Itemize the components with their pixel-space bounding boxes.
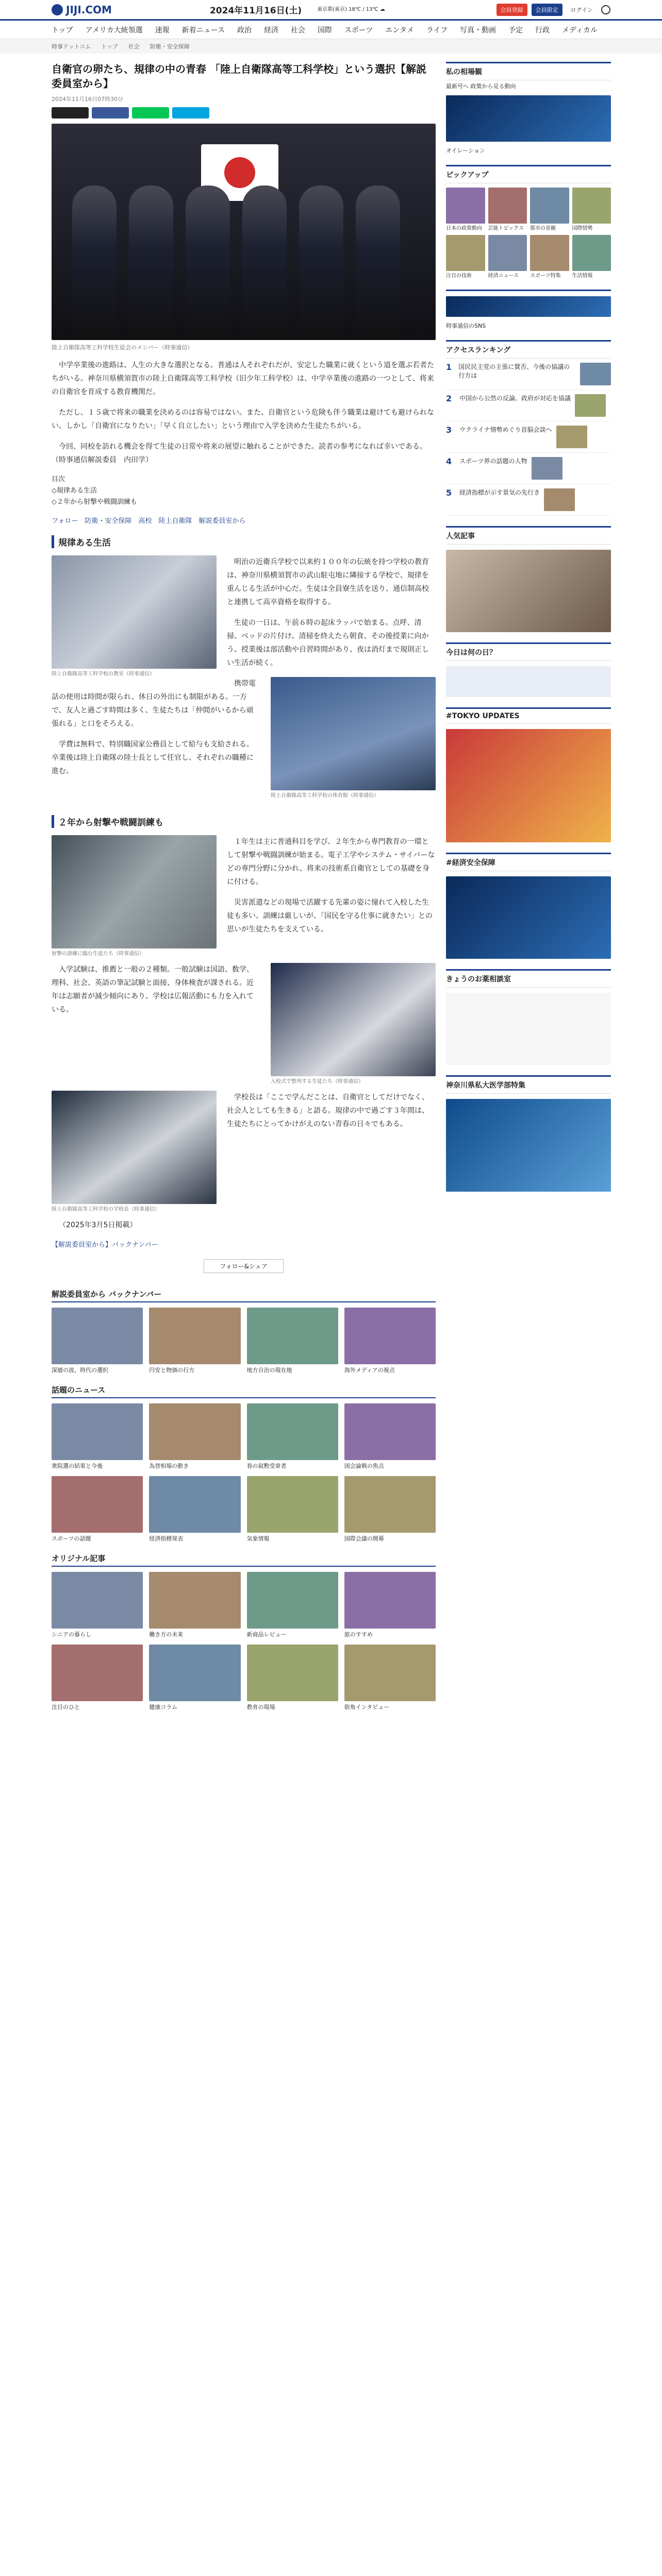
ranking-item[interactable]	[446, 453, 611, 484]
ranking-title[interactable]: スポーツ界の話題の人物	[459, 457, 527, 465]
nav-item[interactable]: 国際	[317, 26, 332, 35]
paragraph: 学費は無料で、特別職国家公務員として給与も支給される。卒業後は陸上自衛隊の陸士長として任官し、それぞれの職種に進む。	[52, 740, 254, 775]
pickup-title[interactable]: 都市の景観	[530, 226, 556, 231]
site-logo[interactable]	[52, 4, 112, 16]
card[interactable]	[52, 1308, 143, 1374]
ranking-title: アクセスランキング	[446, 342, 611, 359]
pickup-item[interactable]	[446, 235, 485, 279]
ranking-thumbnail[interactable]	[556, 426, 587, 448]
card[interactable]	[149, 1645, 240, 1711]
medical-box	[446, 1075, 611, 1192]
ranking-item[interactable]	[446, 359, 611, 390]
pickup-item[interactable]	[530, 235, 569, 279]
search-icon[interactable]	[601, 5, 610, 14]
card-thumbnail[interactable]	[344, 1308, 436, 1364]
ranking-thumbnail[interactable]	[532, 457, 562, 480]
paragraph: 入学試験は、推薦と一般の２種類。一般試験は国語、数学、理科、社会、英語の筆記試験と面接、身体検査が課される。近年は志願者が減少傾向にあり、学校は広報活動にも力を入れている。	[52, 965, 254, 1014]
card-thumbnail[interactable]	[247, 1572, 338, 1629]
card-title[interactable]: 新商品レビュー	[246, 1631, 287, 1638]
original-grid	[52, 1572, 436, 1711]
corner-title: 私の相場観	[446, 63, 611, 80]
nav-item[interactable]: 経済	[263, 26, 278, 35]
card-thumbnail[interactable]	[52, 1572, 143, 1629]
breadcrumb-item[interactable]: 防衛・安全保障	[150, 43, 190, 50]
breadcrumb-item[interactable]: 時事ドットコム	[52, 43, 91, 50]
card-thumbnail[interactable]	[149, 1476, 240, 1533]
card-thumbnail[interactable]	[344, 1403, 436, 1460]
site-header	[0, 0, 662, 21]
card-title[interactable]: 海外メディアの視点	[344, 1367, 395, 1374]
card[interactable]	[149, 1308, 240, 1374]
nav-item[interactable]: ライフ	[426, 26, 448, 35]
login-link[interactable]: ログイン	[570, 6, 593, 13]
card-thumbnail[interactable]	[344, 1572, 436, 1629]
hero-photo	[52, 124, 436, 340]
card-title[interactable]: 地方自治の現在地	[246, 1367, 292, 1374]
gym-photo	[271, 677, 436, 790]
corner-box	[446, 62, 611, 155]
classroom-photo	[52, 555, 217, 669]
ranking-title[interactable]: 国民民主党の主張に賛否、今後の協議の行方は	[458, 363, 570, 379]
figure-caption: 入校式で整列する生徒たち（時事通信）	[271, 1079, 363, 1084]
ranking-title[interactable]: ウクライナ情勢めぐり首脳会談へ	[459, 426, 552, 433]
date-note: （2025年3月5日掲載）	[59, 1221, 137, 1229]
figure	[271, 963, 436, 1086]
breadcrumb	[0, 39, 662, 54]
follow-label[interactable]: フォロー&シェア	[204, 1259, 284, 1273]
more-grid	[52, 1308, 436, 1374]
ranking-item[interactable]	[446, 390, 611, 421]
card-title[interactable]: 街角インタビュー	[344, 1704, 390, 1710]
card-title[interactable]: 為替相場の動き	[149, 1463, 189, 1469]
hero-caption: 陸上自衛隊高等工科学校生徒会のメンバー（時事通信）	[52, 344, 193, 351]
pickup-thumbnail[interactable]	[530, 235, 569, 271]
card[interactable]	[149, 1476, 240, 1543]
card-title[interactable]: 教育の現場	[246, 1704, 275, 1710]
ranking-thumbnail[interactable]	[544, 488, 575, 511]
sns-box	[446, 290, 611, 330]
more-section-title: 解説委員室から バックナンバー	[52, 1289, 436, 1302]
pickup-thumbnail[interactable]	[488, 188, 527, 224]
follow-button[interactable]	[52, 1259, 436, 1273]
paragraph: 明治の近衛兵学校で以来約１００年の伝統を持つ学校の教育は、神奈川県横須賀市の武山駐屯地に隣接する学校で、規律を重んじる生活が中心だ。生徒は全員寮生活を送り、通信制高校と連携して高卒資格を取得する。	[227, 558, 429, 606]
figure	[52, 555, 217, 678]
figure-caption: 陸上自衛隊高等工科学校の教室（時事通信）	[52, 671, 155, 677]
breadcrumb-item[interactable]: トップ	[101, 43, 118, 50]
card-title[interactable]: 国会論戦の焦点	[344, 1463, 384, 1469]
pickup-thumbnail[interactable]	[446, 235, 485, 271]
toc	[52, 474, 436, 508]
global-nav	[0, 21, 662, 39]
ranking-number: 5	[446, 488, 452, 498]
toc-item[interactable]: ◇規律ある生活	[52, 487, 97, 495]
news-grid	[52, 1403, 436, 1543]
people-title: 人気記事	[446, 528, 611, 545]
ranking-number: 2	[446, 394, 452, 403]
quiz-box	[446, 969, 611, 1065]
ranking-item[interactable]	[446, 421, 611, 453]
card-thumbnail[interactable]	[247, 1308, 338, 1364]
paragraph: 中学卒業後の進路は、人生の大きな選択となる。普通は人それぞれだが、安定した職業に就くという道を選ぶ若者たちがいる。神奈川県横須賀市の陸上自衛隊高等工科学校（旧少年工科学校）は、中学卒業後の進路の一つとして、将来の自衛官を育成する教育機関だ。	[52, 361, 434, 396]
card-thumbnail[interactable]	[344, 1476, 436, 1533]
premium-button[interactable]: 会員限定	[532, 4, 562, 16]
pickup-thumbnail[interactable]	[446, 188, 485, 224]
card[interactable]	[52, 1645, 143, 1711]
nav-item[interactable]: トップ	[52, 26, 73, 35]
card-title[interactable]: 国際会議の開幕	[344, 1535, 384, 1542]
card-title[interactable]: 春の叙勲受章者	[246, 1463, 287, 1469]
pickup-item[interactable]	[446, 188, 485, 232]
pickup-title: ピックアップ	[446, 166, 611, 183]
card[interactable]	[52, 1572, 143, 1638]
card[interactable]	[344, 1572, 436, 1638]
pickup-title[interactable]: 国際情勢	[572, 226, 593, 231]
card[interactable]	[52, 1476, 143, 1543]
people-photo[interactable]	[446, 550, 611, 632]
nav-item[interactable]: 政治	[237, 26, 252, 35]
article-tags[interactable]: フォロー 防衛・安全保障 高校 陸上自衛隊 解説委員室から	[52, 517, 246, 525]
today-content[interactable]	[446, 666, 611, 697]
card[interactable]	[247, 1476, 338, 1543]
ranking-number: 1	[446, 362, 452, 372]
tokyo-image[interactable]	[446, 729, 611, 842]
member-button[interactable]: 会員登録	[496, 4, 527, 16]
card-title[interactable]: シニアの暮らし	[52, 1631, 91, 1638]
card[interactable]	[344, 1403, 436, 1470]
pickup-item[interactable]	[488, 235, 527, 279]
pickup-title[interactable]: 芸能トピックス	[488, 226, 524, 231]
paragraph: 災害派遣などの現場で活躍する先輩の姿に憧れて入校した生徒も多い。訓練は厳しいが、「国民を守る仕事に就きたい」との思いが生徒たちを支えている。	[227, 899, 433, 934]
toc-item[interactable]: ◇２年から射撃や戦闘訓練も	[52, 498, 137, 506]
ranking-thumbnail[interactable]	[580, 363, 611, 385]
pickup-item[interactable]	[572, 235, 611, 279]
weather-info: 東京都(東京) 18℃ / 13℃ ☁	[317, 7, 385, 12]
pickup-thumbnail[interactable]	[572, 188, 611, 224]
facebook-share-icon[interactable]	[92, 107, 129, 118]
tokyo-title: #TOKYO UPDATES	[446, 709, 611, 724]
card[interactable]	[344, 1308, 436, 1374]
nav-item[interactable]: スポーツ	[344, 26, 373, 35]
card-thumbnail[interactable]	[52, 1403, 143, 1460]
medical-banner[interactable]	[446, 1099, 611, 1192]
pickup-box	[446, 165, 611, 279]
pickup-thumbnail[interactable]	[488, 235, 527, 271]
card-thumbnail[interactable]	[149, 1403, 240, 1460]
ranking-number: 3	[446, 425, 452, 435]
card[interactable]	[344, 1645, 436, 1711]
card[interactable]	[247, 1572, 338, 1638]
figure-caption: 陸上自衛隊高等工科学校の体育館（時事通信）	[271, 793, 379, 799]
figure	[52, 1091, 217, 1213]
nav-item[interactable]: 社会	[290, 26, 305, 35]
nav-item[interactable]: 速報	[155, 26, 170, 35]
news-section-title: 話題のニュース	[52, 1384, 436, 1398]
ranking-title[interactable]: 中国から公然の反論、政府が対応を協議	[459, 395, 571, 402]
pickup-thumbnail[interactable]	[530, 188, 569, 224]
card[interactable]	[247, 1403, 338, 1470]
card-title[interactable]: 経済指標発表	[149, 1535, 184, 1542]
pickup-title[interactable]: 日本の政策動向	[446, 226, 482, 231]
card[interactable]	[149, 1403, 240, 1470]
section-heading: 規律ある生活	[52, 535, 436, 548]
pickup-title[interactable]: 生活情報	[572, 273, 593, 279]
ranking-thumbnail[interactable]	[575, 394, 606, 417]
figure-caption: 陸上自衛隊高等工科学校の学校長（時事通信）	[52, 1207, 160, 1212]
article-main	[52, 62, 436, 1718]
breadcrumb-item[interactable]: 社会	[128, 43, 140, 50]
ranking-number: 4	[446, 456, 452, 466]
card[interactable]	[247, 1308, 338, 1374]
nav-item[interactable]: 写真・動画	[460, 26, 496, 35]
figure-caption: 射撃の訓練に臨む生徒たち（時事通信）	[52, 951, 144, 957]
toc-heading: 目次	[52, 476, 65, 483]
pickup-thumbnail[interactable]	[572, 235, 611, 271]
ceremony-photo	[271, 963, 436, 1076]
economy-image[interactable]	[446, 876, 611, 959]
ranking-title[interactable]: 経済指標が示す景気の先行き	[459, 489, 540, 496]
card-thumbnail[interactable]	[247, 1645, 338, 1701]
share-buttons	[52, 107, 436, 118]
nav-item[interactable]: 行政	[535, 26, 550, 35]
paragraph: １年生は主に普通科目を学び、２年生から専門教育の一環として射撃や戦闘訓練が始まる。電子工学やシステム・サイバーなどの専門分野に分かれ、将来の技術系自衛官としての基礎を身に付ける。	[227, 838, 435, 886]
card-title[interactable]: 働き方の未来	[149, 1631, 184, 1638]
card-thumbnail[interactable]	[149, 1572, 240, 1629]
pickup-title[interactable]: スポーツ特集	[530, 273, 561, 279]
medical-title: 神奈川県私大医学部特集	[446, 1077, 611, 1094]
card-title[interactable]: 気象情報	[246, 1535, 270, 1542]
pickup-title[interactable]: 注目の技術	[446, 273, 472, 279]
principal-photo	[52, 1091, 217, 1204]
original-section-title: オリジナル記事	[52, 1553, 436, 1567]
card-thumbnail[interactable]	[344, 1645, 436, 1701]
today-box	[446, 642, 611, 697]
tokyo-box	[446, 707, 611, 842]
card-title[interactable]: 深層の波、時代の選択	[52, 1367, 108, 1374]
economy-box	[446, 853, 611, 959]
nav-item[interactable]: 予定	[508, 26, 523, 35]
card[interactable]	[52, 1403, 143, 1470]
card-title[interactable]: 旅のすすめ	[344, 1631, 373, 1638]
nav-item[interactable]: エンタメ	[385, 26, 414, 35]
paragraph: 学校長は「ここで学んだことは、自衛官としてだけでなく、社会人としても生きる」と語る。規律の中で過ごす３年間は、生徒たちにとってかけがえのない青春の日々でもある。	[227, 1093, 429, 1128]
card[interactable]	[344, 1476, 436, 1543]
card-thumbnail[interactable]	[247, 1403, 338, 1460]
section-heading: ２年から射撃や戦闘訓練も	[52, 815, 436, 828]
x-share-icon[interactable]	[52, 107, 89, 118]
figure	[52, 835, 217, 958]
card-thumbnail[interactable]	[149, 1645, 240, 1701]
card-thumbnail[interactable]	[247, 1476, 338, 1533]
nav-item[interactable]: メディカル	[562, 26, 598, 35]
article-date: 2024年11月16日07時30分	[52, 96, 123, 103]
card-title[interactable]: 注目のひと	[52, 1704, 80, 1710]
today-title: 今日は何の日？	[446, 644, 611, 661]
pickup-item[interactable]	[488, 188, 527, 232]
logo-icon	[52, 4, 63, 15]
sns-banner[interactable]	[446, 296, 611, 317]
card[interactable]	[247, 1645, 338, 1711]
pickup-title[interactable]: 経済ニュース	[488, 273, 519, 279]
card-thumbnail[interactable]	[52, 1645, 143, 1701]
line-share-icon[interactable]	[132, 107, 169, 118]
card-thumbnail[interactable]	[52, 1308, 143, 1364]
hatena-share-icon[interactable]	[172, 107, 209, 118]
figure	[271, 677, 436, 800]
sns-label: 時事通信のSNS	[446, 323, 486, 329]
paragraph: 生徒の一日は、午前６時の起床ラッパで始まる。点呼、清掃、ベッドの片付け。清掃を終えたら朝食、その後授業に向かう。授業後は部活動や自習時間があり、夜は消灯まで規則正しい生活が続く。	[227, 619, 429, 667]
nav-item[interactable]: アメリカ大統領選	[85, 26, 143, 35]
quiz-title: きょうのお薬相談室	[446, 971, 611, 988]
pickup-item[interactable]	[530, 188, 569, 232]
paragraph: 今回、同校を訪れる機会を得て生徒の日常や将来の展望に触れることができた。読者の参考になれば幸いである。（時事通信解説委員 内田学）	[52, 443, 427, 464]
logo-text: JIJI.COM	[66, 3, 112, 16]
quiz-content[interactable]	[446, 993, 611, 1065]
side-ad[interactable]	[446, 95, 611, 142]
people-box	[446, 526, 611, 632]
backnumber-link[interactable]: 【解説委員室から】バックナンバー	[52, 1241, 158, 1249]
header-date: 2024年11月16日(土)	[209, 6, 302, 16]
sidebar	[446, 62, 611, 1202]
ad-label: オイレーション	[446, 147, 486, 154]
card-title[interactable]: 健康コラム	[149, 1704, 178, 1710]
card-title[interactable]: スポーツの話題	[52, 1535, 91, 1542]
paragraph: 携帯電話の使用は時間が限られ、休日の外出にも制限がある。一方で、友人と過ごす時間は多く、生徒たちは「仲間がいるから頑張れる」と口をそろえる。	[52, 680, 256, 728]
card-thumbnail[interactable]	[52, 1476, 143, 1533]
economy-title: #経済安全保障	[446, 854, 611, 871]
pickup-item[interactable]	[572, 188, 611, 232]
card-thumbnail[interactable]	[149, 1308, 240, 1364]
paragraph: ただし、１５歳で将来の職業を決めるのは容易ではない。また、自衛官という危険も伴う職業は避けても避けられない。しかし「自衛官になりたい」「早く自立したい」という理由で入学を決めた生徒たちがいる。	[52, 409, 434, 430]
ranking-box	[446, 340, 611, 516]
training-photo	[52, 835, 217, 948]
card-title[interactable]: 衆院選の結果と今後	[52, 1463, 103, 1469]
card[interactable]	[149, 1572, 240, 1638]
corner-link[interactable]: 最新号へ 政策から見る動向	[446, 83, 516, 90]
article-title: 自衛官の卵たち、規律の中の青春 「陸上自衛隊高等工科学校」という選択【解説委員室から】	[52, 63, 426, 90]
card-title[interactable]: 円安と物価の行方	[149, 1367, 195, 1374]
nav-item[interactable]: 新着ニュース	[181, 26, 225, 35]
ranking-item[interactable]	[446, 484, 611, 516]
